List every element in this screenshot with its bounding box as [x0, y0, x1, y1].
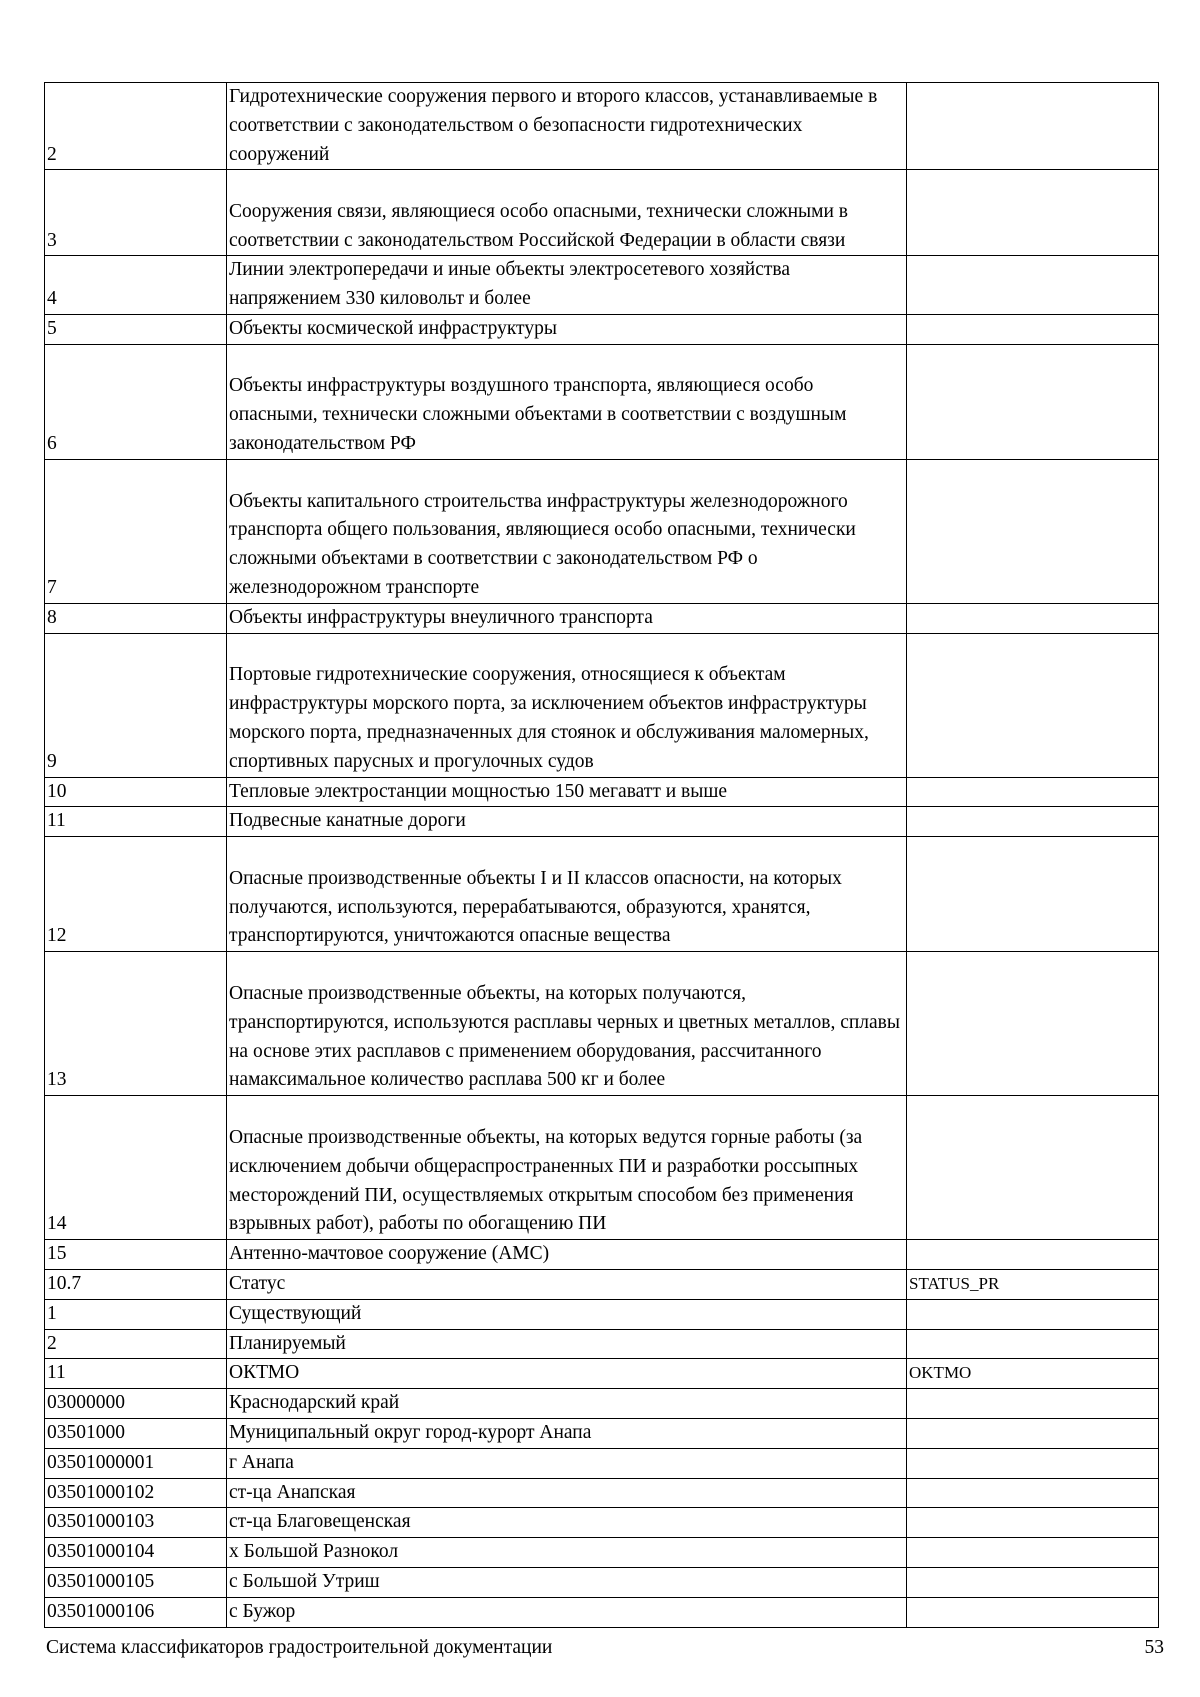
- code-cell: 03501000104: [45, 1538, 227, 1568]
- table-row: [45, 1359, 1159, 1389]
- field-cell: [907, 170, 1159, 256]
- field-cell: [907, 344, 1159, 459]
- code-cell: 11: [45, 807, 227, 837]
- field-cell: [907, 1240, 1159, 1270]
- code-cell: 13: [45, 952, 227, 1096]
- name-cell: с Бужор: [227, 1597, 907, 1627]
- name-cell: Существующий: [227, 1299, 907, 1329]
- table-row: [45, 1538, 1159, 1568]
- field-cell: [907, 459, 1159, 603]
- name-cell: Опасные производственные объекты, на которых ведутся горные работы (за исключением добычи общераспространенных ПИ и разработки россыпных месторождений ПИ, осуществляемых открытым способом без применения взрывных работ), работы по обогащению ПИ: [227, 1096, 907, 1240]
- field-cell: [907, 1538, 1159, 1568]
- table-row: [45, 459, 1159, 603]
- code-cell: 9: [45, 633, 227, 777]
- field-cell: [907, 1096, 1159, 1240]
- code-cell: 03501000106: [45, 1597, 227, 1627]
- table-row: [45, 344, 1159, 459]
- field-cell: [907, 256, 1159, 315]
- page-number: 53: [1144, 1637, 1164, 1658]
- code-cell: 6: [45, 344, 227, 459]
- code-cell: 03501000102: [45, 1478, 227, 1508]
- table-row: [45, 1299, 1159, 1329]
- table-row: [45, 603, 1159, 633]
- code-cell: 10: [45, 777, 227, 807]
- code-cell: 12: [45, 837, 227, 952]
- table-row: [45, 952, 1159, 1096]
- name-cell: Краснодарский край: [227, 1389, 907, 1419]
- name-cell: Статус: [227, 1269, 907, 1299]
- name-cell: Портовые гидротехнические сооружения, относящиеся к объектам инфраструктуры морского порта, за исключением объектов инфраструктуры морского порта, предназначенных для стоянок и обслуживания маломерных, спортивных парусных и прогулочных судов: [227, 633, 907, 777]
- table-row: [45, 807, 1159, 837]
- field-cell: OKTMO: [907, 1359, 1159, 1389]
- field-cell: [907, 314, 1159, 344]
- table-row: [45, 633, 1159, 777]
- field-cell: [907, 1478, 1159, 1508]
- field-cell: [907, 952, 1159, 1096]
- name-cell: Антенно-мачтовое сооружение (АМС): [227, 1240, 907, 1270]
- name-cell: с Большой Утриш: [227, 1567, 907, 1597]
- table-row: [45, 83, 1159, 170]
- table-row: [45, 314, 1159, 344]
- code-cell: 1: [45, 1299, 227, 1329]
- name-cell: Тепловые электростанции мощностью 150 мегаватт и выше: [227, 777, 907, 807]
- field-cell: [907, 1418, 1159, 1448]
- code-cell: 11: [45, 1359, 227, 1389]
- table-row: [45, 1448, 1159, 1478]
- code-cell: 03501000: [45, 1418, 227, 1448]
- field-cell: [907, 1597, 1159, 1627]
- footer-title: Система классификаторов градостроительной документации: [46, 1637, 553, 1658]
- field-cell: [907, 1329, 1159, 1359]
- table-row: [45, 170, 1159, 256]
- field-cell: [907, 1299, 1159, 1329]
- field-cell: [907, 1448, 1159, 1478]
- field-cell: [907, 1508, 1159, 1538]
- table-row: [45, 1269, 1159, 1299]
- code-cell: 03000000: [45, 1389, 227, 1419]
- field-cell: [907, 603, 1159, 633]
- table-row: [45, 1096, 1159, 1240]
- table-row: [45, 1240, 1159, 1270]
- name-cell: г Анапа: [227, 1448, 907, 1478]
- field-cell: [907, 807, 1159, 837]
- table-row: [45, 1389, 1159, 1419]
- field-cell: [907, 777, 1159, 807]
- code-cell: 10.7: [45, 1269, 227, 1299]
- name-cell: Опасные производственные объекты I и II классов опасности, на которых получаются, используются, перерабатываются, образуются, хранятся, транспортируются, уничтожаются опасные вещества: [227, 837, 907, 952]
- table-row: [45, 256, 1159, 315]
- name-cell: Объекты инфраструктуры внеуличного транспорта: [227, 603, 907, 633]
- field-cell: [907, 1389, 1159, 1419]
- table-row: [45, 1597, 1159, 1627]
- field-cell: [907, 837, 1159, 952]
- code-cell: 03501000105: [45, 1567, 227, 1597]
- field-cell: [907, 83, 1159, 170]
- name-cell: Опасные производственные объекты, на которых получаются, транспортируются, используются расплавы черных и цветных металлов, сплавы на основе этих расплавов с применением оборудования, рассчитанного намаксимальное количество расплава 500 кг и более: [227, 952, 907, 1096]
- name-cell: Планируемый: [227, 1329, 907, 1359]
- name-cell: ОКТМО: [227, 1359, 907, 1389]
- name-cell: Подвесные канатные дороги: [227, 807, 907, 837]
- field-cell: STATUS_PR: [907, 1269, 1159, 1299]
- code-cell: 2: [45, 1329, 227, 1359]
- table-row: [45, 777, 1159, 807]
- name-cell: Объекты инфраструктуры воздушного транспорта, являющиеся особо опасными, технически сложными объектами в соответствии с воздушным законодательством РФ: [227, 344, 907, 459]
- table-row: [45, 1478, 1159, 1508]
- field-cell: [907, 1567, 1159, 1597]
- name-cell: Линии электропередачи и иные объекты электросетевого хозяйства напряжением 330 киловольт и более: [227, 256, 907, 315]
- table-row: [45, 837, 1159, 952]
- table-row: [45, 1329, 1159, 1359]
- name-cell: ст-ца Благовещенская: [227, 1508, 907, 1538]
- code-cell: 8: [45, 603, 227, 633]
- table-row: [45, 1418, 1159, 1448]
- classifier-table-body: [45, 83, 1159, 1628]
- code-cell: 5: [45, 314, 227, 344]
- name-cell: х Большой Разнокол: [227, 1538, 907, 1568]
- name-cell: ст-ца Анапская: [227, 1478, 907, 1508]
- code-cell: 03501000001: [45, 1448, 227, 1478]
- code-cell: 4: [45, 256, 227, 315]
- name-cell: Объекты капитального строительства инфраструктуры железнодорожного транспорта общего пользования, являющиеся особо опасными, технически сложными объектами в соответствии с законодательством РФ о железнодорожном транспорте: [227, 459, 907, 603]
- name-cell: Сооружения связи, являющиеся особо опасными, технически сложными в соответствии с законодательством Российской Федерации в области связи: [227, 170, 907, 256]
- code-cell: 3: [45, 170, 227, 256]
- code-cell: 15: [45, 1240, 227, 1270]
- name-cell: Муниципальный округ город-курорт Анапа: [227, 1418, 907, 1448]
- code-cell: 14: [45, 1096, 227, 1240]
- table-row: [45, 1567, 1159, 1597]
- classifier-table: [44, 82, 1159, 1628]
- code-cell: 7: [45, 459, 227, 603]
- field-cell: [907, 633, 1159, 777]
- name-cell: Объекты космической инфраструктуры: [227, 314, 907, 344]
- code-cell: 03501000103: [45, 1508, 227, 1538]
- table-row: [45, 1508, 1159, 1538]
- name-cell: Гидротехнические сооружения первого и второго классов, устанавливаемые в соответствии с законодательством о безопасности гидротехнических сооружений: [227, 83, 907, 170]
- code-cell: 2: [45, 83, 227, 170]
